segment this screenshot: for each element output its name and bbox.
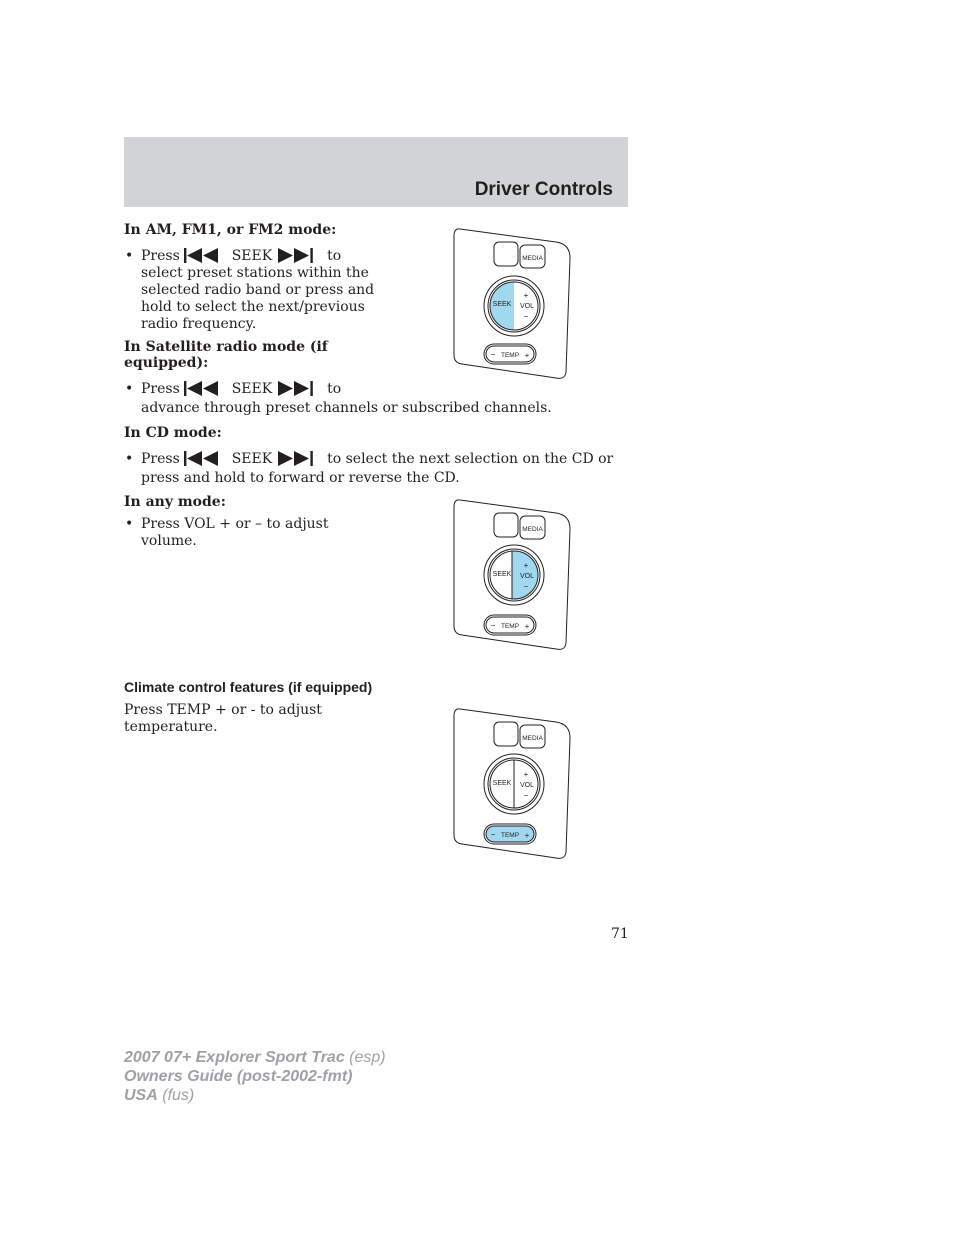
- cd-heading: In CD mode:: [124, 425, 222, 441]
- seek-forward-icon: [277, 451, 313, 466]
- page-title: Driver Controls: [474, 179, 613, 200]
- temp-minus: −: [490, 621, 496, 630]
- temp-label: TEMP: [500, 832, 520, 839]
- page-number: 71: [611, 926, 629, 942]
- text-line: temperature.: [124, 719, 218, 735]
- vol-minus: −: [523, 582, 529, 591]
- temp-minus: −: [490, 830, 496, 839]
- text-line: select preset stations within the: [141, 265, 369, 281]
- text-line: advance through preset channels or subscribed channels.: [141, 400, 552, 416]
- vol-label: VOL: [519, 573, 535, 580]
- text-line: volume.: [141, 533, 197, 549]
- temp-plus: +: [524, 622, 530, 631]
- footer-code: (esp): [349, 1049, 386, 1066]
- vol-minus: −: [523, 791, 529, 800]
- header-band: [124, 137, 628, 207]
- footer-market: USA: [124, 1087, 158, 1104]
- cd-bullet: [124, 451, 621, 485]
- footer-guide: Owners Guide (post-2002-fmt): [124, 1068, 353, 1085]
- text-line: radio frequency.: [141, 316, 257, 332]
- temp-plus: +: [524, 351, 530, 360]
- media-label: MEDIA: [522, 735, 543, 742]
- vol-minus: −: [523, 312, 529, 321]
- media-label: MEDIA: [522, 255, 543, 262]
- bullet-dot: •: [125, 381, 134, 397]
- control-panel-seek-highlight: [448, 226, 576, 384]
- press-word: Press: [141, 451, 180, 467]
- bullet-dot: •: [125, 516, 134, 532]
- seek-forward-icon: [277, 381, 313, 396]
- text-line: press and hold to forward or reverse the CD.: [141, 470, 460, 486]
- temp-label: TEMP: [500, 623, 520, 630]
- press-word: Press: [141, 381, 180, 397]
- temp-label: TEMP: [500, 352, 520, 359]
- seek-word: SEEK: [231, 248, 273, 264]
- climate-heading: Climate control features (if equipped): [124, 679, 373, 695]
- press-word: Press: [141, 248, 180, 264]
- heading-line: equipped):: [124, 355, 209, 371]
- climate-text: [124, 702, 384, 736]
- to-word: to: [327, 381, 342, 397]
- bullet-dot: •: [125, 451, 134, 467]
- media-label: MEDIA: [522, 526, 543, 533]
- vol-plus: +: [523, 770, 529, 779]
- control-panel-vol-highlight: [448, 497, 576, 655]
- text-line: to select the next selection on the CD or: [327, 451, 614, 467]
- bullet-dot: •: [125, 248, 134, 264]
- am-fm-heading: In AM, FM1, or FM2 mode:: [124, 222, 337, 238]
- control-panel-temp-highlight: [448, 706, 576, 864]
- footer: [124, 1048, 386, 1105]
- seek-word: SEEK: [231, 451, 273, 467]
- seek-label: SEEK: [492, 571, 512, 578]
- vol-label: VOL: [519, 303, 535, 310]
- satellite-bullet: [124, 381, 621, 415]
- am-fm-bullet: [124, 248, 441, 333]
- seek-back-icon: [184, 451, 220, 466]
- text-line: Press TEMP + or - to adjust: [124, 702, 322, 718]
- to-word: to: [327, 248, 342, 264]
- seek-word: SEEK: [231, 381, 273, 397]
- text-line: hold to select the next/previous: [141, 299, 365, 315]
- heading-line: In Satellite radio mode (if: [124, 339, 328, 355]
- seek-back-icon: [184, 248, 220, 263]
- temp-minus: −: [490, 350, 496, 359]
- seek-label: SEEK: [492, 780, 512, 787]
- seek-label: SEEK: [492, 301, 512, 308]
- text-line: selected radio band or press and: [141, 282, 375, 298]
- vol-plus: +: [523, 291, 529, 300]
- temp-plus: +: [524, 831, 530, 840]
- vol-plus: +: [523, 561, 529, 570]
- any-mode-bullet: [124, 516, 401, 550]
- footer-market-code: (fus): [162, 1087, 195, 1104]
- footer-model: 2007 07+ Explorer Sport Trac: [124, 1049, 345, 1066]
- seek-forward-icon: [277, 248, 313, 263]
- vol-label: VOL: [519, 782, 535, 789]
- satellite-heading: [124, 339, 328, 371]
- text-line: Press VOL + or – to adjust: [141, 516, 329, 532]
- seek-back-icon: [184, 381, 220, 396]
- any-mode-heading: In any mode:: [124, 494, 226, 510]
